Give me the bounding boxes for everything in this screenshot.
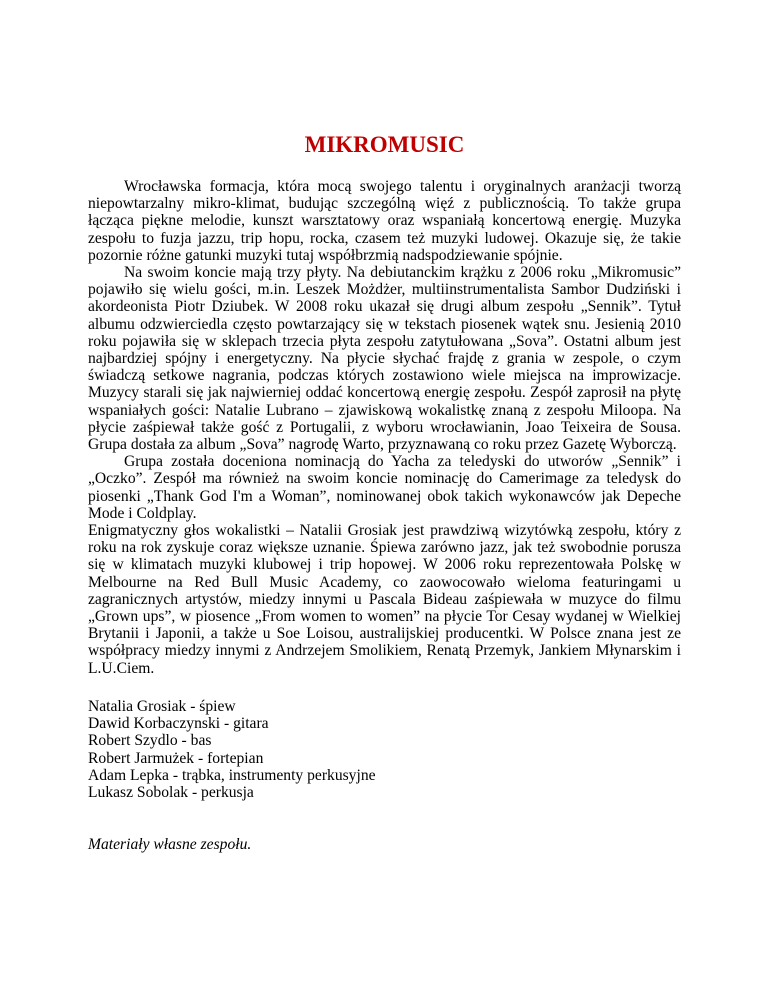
document-page — [88, 130, 681, 853]
list-item: Robert Szydlo - bas — [88, 732, 212, 750]
list-item: Lukasz Sobolak - perkusja — [88, 783, 254, 801]
list-item: Adam Lepka - trąbka, instrumenty perkusyjne — [88, 766, 376, 784]
band-members-list — [88, 698, 681, 801]
paragraph-intro: Wrocławska formacja, która mocą swojego talentu i oryginalnych aranżacji tworzą niepowtarzalny mikro-klimat, budując szczególną więź z publicznością. To także grupa łącząca piękne melodie, kunszt warsztatowy oraz wspaniałą koncertową energię. Muzyka zespołu to fuzja jazzu, trip hopu, rocka, czasem też muzyki ludowej. Okazuje się, że takie pozornie różne gatunki muzyki tutaj współbrzmią nadspodziewanie spójnie. — [88, 178, 681, 264]
document-title: MIKROMUSIC — [304, 132, 465, 157]
list-item: Natalia Grosiak - śpiew — [88, 697, 236, 715]
list-item: Dawid Korbaczynski - gitara — [88, 715, 269, 733]
paragraph-vocalist: Enigmatyczny głos wokalistki – Natalii Grosiak jest prawdziwą wizytówką zespołu, który z roku na rok zyskuje coraz większe uznanie. Śpiewa zarówno jazz, jak też swobodnie porusza się w klimatach muzyki klubowej i trip hopowej. W 2006 roku reprezentowała Polskę w Melbourne na Red Bull Music Academy, co zaowocowało wieloma featuringami u zagranicznych artystów, miedzy innymi u Pascala Bideau zaśpiewała w muzyce do filmu „Grown ups”, w piosence „From women to women” na płycie Tor Cesay wydanej w Wielkiej Brytanii i Japonii, a także u Soe Loisou, australijskiej producentki. W Polsce znana jest ze współpracy miedzy innymi z Andrzejem Smolikiem, Renatą Przemyk, Jankiem Młynarskim i L.U.Ciem. — [88, 522, 681, 677]
list-item: Robert Jarmużek - fortepian — [88, 749, 264, 767]
source-note: Materiały własne zespołu. — [88, 836, 252, 854]
document-body — [88, 178, 681, 677]
paragraph-albums: Na swoim koncie mają trzy płyty. Na debiutanckim krążku z 2006 roku „Mikromusic” pojawiło się wielu gości, m.in. Leszek Możdżer, multiinstrumentalista Sambor Dudziński i akordeonista Piotr Dziubek. W 2008 roku ukazał się drugi album zespołu „Sennik”. Tytuł albumu odzwierciedla często powtarzający się w tekstach piosenek wątek snu. Jesienią 2010 roku pojawiła się w sklepach trzecia płyta zespołu zatytułowana „Sova”. Ostatni album jest najbardziej spójny i energetyczny. Na płycie słychać frajdę z grania w zespole, o czym świadczą setkowe nagrania, podczas których zostawiono wiele miejsca na improwizacje. Muzycy starali się jak najwierniej oddać koncertową energię zespołu. Zespół zaprosił na płytę wspaniałych gości: Natalie Lubrano – zjawiskową wokalistkę znaną z zespołu Miloopa. Na płycie zaśpiewał także gość z Portugalii, z wyboru wrocławianin, Joao Teixeira de Sousa. Grupa dostała za album „Sova” nagrodę Warto, przyznawaną co roku przez Gazetę Wyborczą. — [88, 264, 681, 454]
paragraph-nominations: Grupa została doceniona nominacją do Yacha za teledyski do utworów „Sennik” i „Oczko”. Zespół ma również na swoim koncie nominację do Camerimage za teledysk do piosenki „Thank God I'm a Woman”, nominowanej obok takich wykonawców jak Depeche Mode i Coldplay. — [88, 453, 681, 522]
